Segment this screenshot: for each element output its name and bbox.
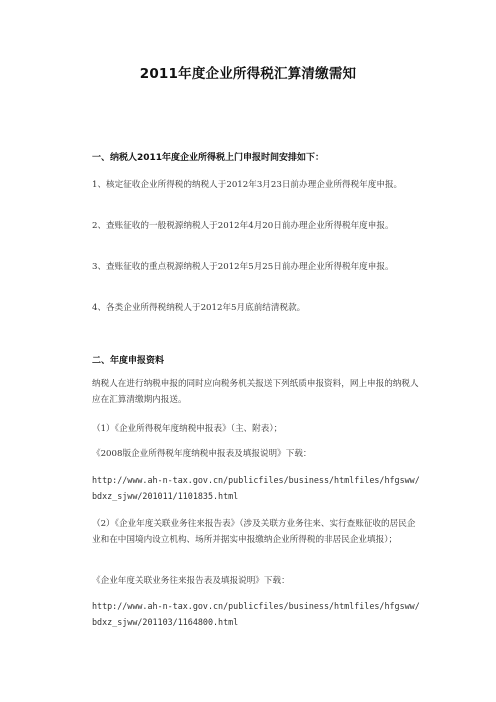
section2-heading: 二、年度申报资料 [92,356,165,366]
section2-item-1-link[interactable]: http://www.ah-n-tax.gov.cn/publicfiles/business/htmlfiles/hfgsww/bdxz_sjww/201011/1101835.html [92,475,420,501]
section1-item-2: 2、查账征收的一般税源纳税人于2012年4月20日前办理企业所得税年度申报。 [92,221,394,231]
section2-item-2-note: 《企业年度关联业务往来报告表及填报说明》下载： [92,576,290,586]
section1-heading: 一、纳税人2011年度企业所得税上门申报时间安排如下： [92,153,325,163]
section2-item-2-link[interactable]: http://www.ah-n-tax.gov.cn/publicfiles/business/htmlfiles/hfgsww/bdxz_sjww/201103/1164800.html [92,601,420,627]
section1-item-1: 1、核定征收企业所得税的纳税人于2012年3月23日前办理企业所得税年度申报。 [92,180,403,190]
section2-item-2: （2）《企业年度关联业务往来报告表》（涉及关联方业务往来、实行查账征收的居民企业和在中国境内设立机构、场所并据实申报缴纳企业所得税的非居民企业填报）； [92,519,416,545]
section2-item-1: （1）《企业所得税年度纳税申报表》（主、附表）； [92,424,283,434]
section1-item-3: 3、查账征收的重点税源纳税人于2012年5月25日前办理企业所得税年度申报。 [92,262,394,272]
section1-item-4: 4、各类企业所得税纳税人于2012年5月底前结清税款。 [92,303,306,313]
document-title: 2011年度企业所得税汇算清缴需知 [139,66,357,82]
section2-intro: 纳税人在进行纳税申报的同时应向税务机关报送下列纸质申报资料，网上申报的纳税人应在汇算清缴期内报送。 [92,379,419,405]
section2-item-1-note: 《2008版企业所得税年度纳税申报表及填报说明》下载： [92,449,312,459]
